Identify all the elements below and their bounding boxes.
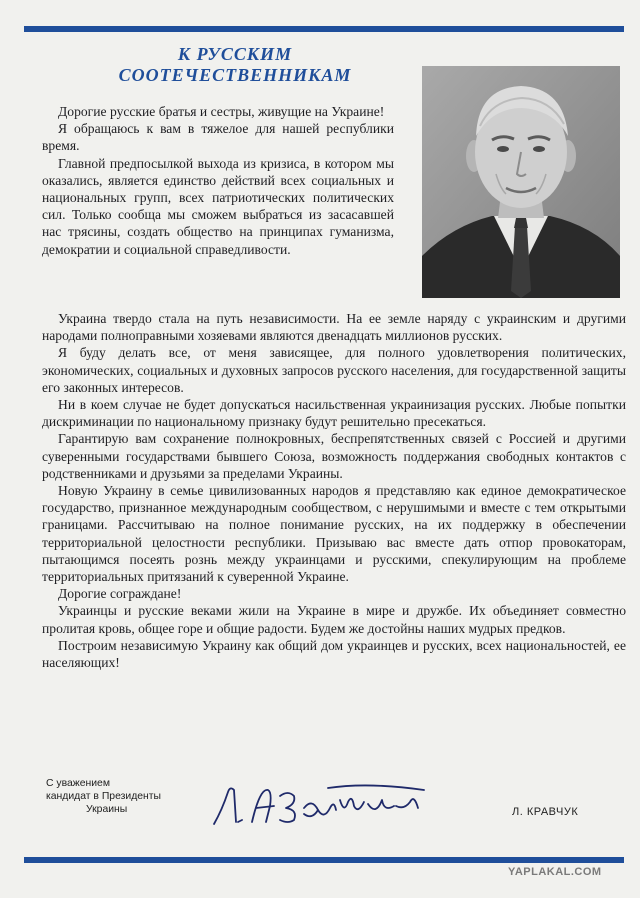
letter-paragraph: Дорогие русские братья и сестры, живущие на Украине! [58, 104, 385, 119]
letter-paragraph: Дорогие сограждане! [58, 586, 182, 602]
handwritten-signature [208, 780, 438, 830]
letter-lower-block [42, 310, 626, 671]
bottom-blue-rule [24, 857, 624, 863]
closing-country: Украины [86, 804, 128, 815]
closing-title: кандидат в Президенты [46, 791, 161, 802]
title-line-1: К РУССКИМ [177, 44, 293, 64]
letter-paragraph: Ни в коем случае не будет допускаться насильственная украинизация русских. Любые попытки дискриминации по национальному признаку будут решительно пресекаться. [42, 397, 626, 430]
letter-paragraph: Я обращаюсь к вам в тяжелое для нашей республики время. [42, 121, 394, 154]
letter-paragraph: Я буду делать все, от меня зависящее, для полного удовлетворения политических, экономических, социальных и духовных запросов русского населения, для государственной защиты его законных интересов. [42, 345, 626, 395]
letter-paragraph: Украинцы и русские веками жили на Украине в мире и дружбе. Их объединяет совместно пролитая кровь, общее горе и общие радости. Будем же достойны наших мудрых предков. [42, 603, 626, 636]
closing-regards: С уважением [46, 778, 110, 789]
letter-paragraph: Новую Украину в семье цивилизованных народов я представляю как единое демократическое государство, признанное международным сообществом, с нерушимыми и вместе с тем открытыми границами. Рассчитываю на полное понимание русских, на их поддержку в обеспечении территориальной целостности республики. Призываю вас вместе дать отпор провокаторам, пытающимся посеять рознь между украинцами и русскими, спекулирующим на проблеме территориальных притязаний к суверенной Украине. [42, 483, 626, 585]
document-title [60, 44, 410, 86]
letter-paragraph: Украина твердо стала на путь независимости. На ее земле наряду с украинским и другими народами полноправными хозяевами являются двенадцать миллионов русских. [42, 311, 626, 344]
letter-upper-block [42, 103, 394, 258]
top-blue-rule [24, 26, 624, 32]
letter-paragraph: Построим независимую Украину как общий дом украинцев и русских, всех национальностей, ее населяющих! [42, 637, 626, 671]
letter-paragraph: Гарантирую вам сохранение полнокровных, беспрепятственных связей с Россией и другими суверенными государствами бывшего Союза, возможность поддержания свободных контактов с родственниками и друзьями за пределами Украины. [42, 431, 626, 481]
title-line-2: СООТЕЧЕСТВЕННИКАМ [118, 65, 352, 85]
letter-paragraph: Главной предпосылкой выхода из кризиса, в котором мы оказались, является единство действий всех социальных и национальных групп, всех патриотических политических сил. Только сообща мы сможем выбраться из засасавшей нас трясины, создать общество на принципах гуманизма, демократии и социальной справедливости. [42, 155, 394, 257]
signed-name: Л. КРАВЧУК [512, 806, 579, 818]
watermark: YAPLAKAL.COM [508, 866, 602, 878]
portrait-photo [422, 66, 620, 298]
closing-block [46, 777, 206, 816]
